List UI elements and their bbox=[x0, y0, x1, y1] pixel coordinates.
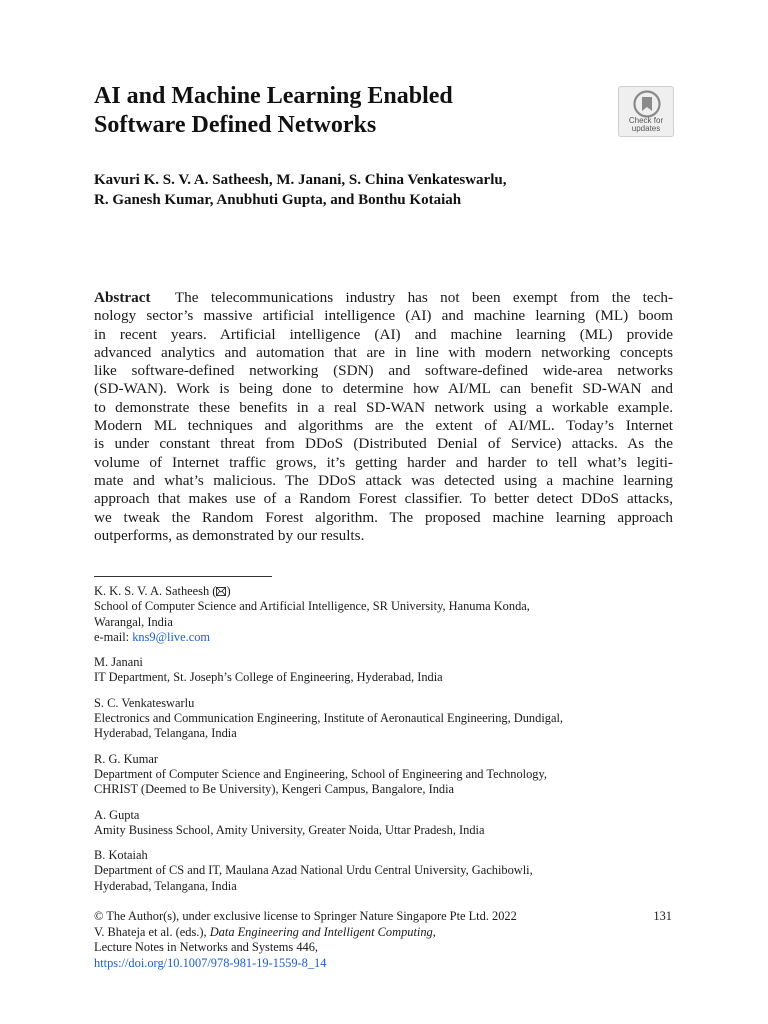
abstract-line: we tweak the Random Forest algorithm. The proposed machine learning approach bbox=[94, 508, 673, 526]
affiliation-janani bbox=[94, 655, 684, 686]
affiliation-name-text: K. K. S. V. A. Satheesh ( bbox=[94, 584, 217, 598]
affiliation-line: Hyderabad, Telangana, India bbox=[94, 878, 237, 893]
abstract-line: nology sector’s massive artificial intelligence (AI) and machine learning (ML) boom bbox=[94, 307, 673, 325]
abstract-line: advanced analytics and automation that are in line with modern networking concepts bbox=[94, 343, 673, 361]
abstract-line: in recent years. Artificial intelligence (AI) and machine learning (ML) provide bbox=[94, 325, 673, 343]
affiliation-line: Hyderabad, Telangana, India bbox=[94, 726, 237, 741]
abstract-label: Abstract bbox=[94, 289, 151, 306]
footnote-divider bbox=[94, 576, 272, 577]
title-line-1: AI and Machine Learning Enabled bbox=[94, 83, 453, 109]
affiliation-name: A. Gupta bbox=[94, 807, 140, 822]
abstract-line: like software-defined networking (SDN) and software-defined wide-area networks bbox=[94, 362, 673, 380]
abstract-line: outperforms, as demonstrated by our results. bbox=[94, 526, 365, 544]
affiliation-name: B. Kotaiah bbox=[94, 848, 148, 863]
email-label: e-mail: bbox=[94, 629, 133, 644]
affiliation-name: M. Janani bbox=[94, 655, 143, 670]
footer-copyright-row bbox=[94, 909, 672, 925]
abstract-line bbox=[94, 289, 673, 307]
page-number: 131 bbox=[653, 909, 672, 923]
paper-title bbox=[94, 82, 574, 140]
affiliation-line: CHRIST (Deemed to Be University), Kengeri Campus, Bangalore, India bbox=[94, 782, 455, 797]
affiliation-line: Department of Computer Science and Engineering, School of Engineering and Technology, bbox=[94, 766, 547, 781]
abstract-line: Modern ML techniques and algorithms are the extent of AI/ML. Today’s Internet bbox=[94, 417, 673, 435]
abstract-text: The telecommunications industry has not been exempt from the tech- bbox=[174, 289, 674, 306]
abstract-line: to demonstrate these benefits in a real SD-WAN network using a workable example. bbox=[94, 398, 673, 416]
affiliation-name: R. G. Kumar bbox=[94, 751, 159, 766]
bookmark-check-icon bbox=[633, 90, 661, 118]
abstract-line: (SD-WAN). Work is being done to determine how AI/ML can benefit SD-WAN and bbox=[94, 380, 673, 398]
affiliation-line: Amity Business School, Amity University, Greater Noida, Uttar Pradesh, India bbox=[94, 822, 485, 837]
series-info: Lecture Notes in Networks and Systems 446, bbox=[94, 940, 319, 954]
abstract-line: approach that makes use of a Random Forest classifier. To better detect DDoS attacks, bbox=[94, 490, 673, 508]
abstract-line: is under constant threat from DDoS (Distributed Denial of Service) attacks. As the bbox=[94, 435, 673, 453]
abstract-line: volume of Internet traffic grows, it’s getting harder and harder to tell what’s legiti- bbox=[94, 453, 673, 471]
badge-line-2: updates bbox=[631, 124, 661, 133]
authors-line-1: Kavuri K. S. V. A. Satheesh, M. Janani, S. China Venkateswarlu, bbox=[94, 172, 507, 188]
affiliation-line: Warangal, India bbox=[94, 614, 173, 629]
affiliation-name: S. C. Venkateswarlu bbox=[94, 695, 195, 710]
affiliation-line: Electronics and Communication Engineering, Institute of Aeronautical Engineering, Dundigal, bbox=[94, 711, 563, 726]
affiliation-gupta bbox=[94, 808, 684, 839]
email-link[interactable]: kns9@live.com bbox=[132, 629, 211, 644]
abstract-line: mate and what’s malicious. The DDoS attack was detected using a machine learning bbox=[94, 471, 673, 489]
affiliation-name bbox=[94, 584, 684, 599]
doi-link[interactable]: https://doi.org/10.1007/978-981-19-1559-8_14 bbox=[94, 955, 327, 970]
affiliations bbox=[94, 584, 684, 904]
affiliation-satheesh bbox=[94, 584, 684, 645]
book-citation bbox=[94, 925, 672, 941]
affiliation-name-end: ) bbox=[226, 584, 231, 598]
authors-line-2: R. Ganesh Kumar, Anubhuti Gupta, and Bonthu Kotaiah bbox=[94, 192, 462, 208]
affiliation-kotaiah bbox=[94, 848, 684, 894]
envelope-icon bbox=[216, 587, 226, 596]
book-title-end: , bbox=[432, 924, 436, 939]
title-line-2: Software Defined Networks bbox=[94, 112, 377, 138]
book-title: Data Engineering and Intelligent Computing bbox=[209, 924, 433, 939]
affiliation-line: Department of CS and IT, Maulana Azad National Urdu Central University, Gachibowli, bbox=[94, 863, 533, 878]
abstract bbox=[94, 289, 673, 545]
publication-footer bbox=[94, 909, 672, 971]
affiliation-venkateswarlu bbox=[94, 696, 684, 742]
badge-line-1: Check for bbox=[628, 116, 664, 125]
affiliation-line: IT Department, St. Joseph’s College of Engineering, Hyderabad, India bbox=[94, 670, 443, 685]
badge-label bbox=[619, 117, 673, 133]
editors: V. Bhateja et al. (eds.), bbox=[94, 924, 210, 939]
affiliation-email bbox=[94, 630, 684, 645]
author-list bbox=[94, 170, 684, 210]
affiliation-kumar bbox=[94, 752, 684, 798]
check-for-updates-badge[interactable] bbox=[618, 86, 674, 137]
affiliation-line: School of Computer Science and Artificial Intelligence, SR University, Hanuma Konda, bbox=[94, 599, 530, 614]
copyright-notice: © The Author(s), under exclusive license to Springer Nature Singapore Pte Ltd. 2022 bbox=[94, 909, 517, 923]
